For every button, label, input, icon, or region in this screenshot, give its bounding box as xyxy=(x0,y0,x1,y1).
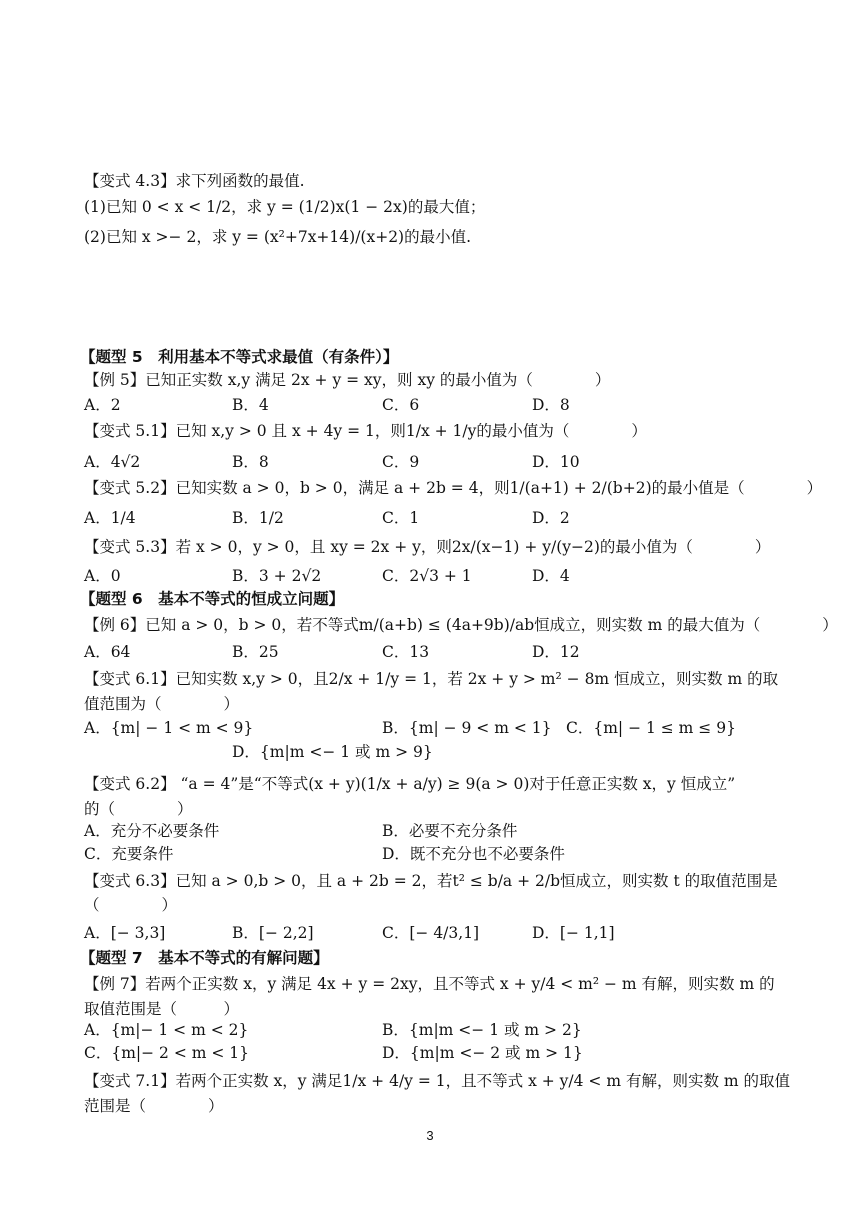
option-d: D．8 xyxy=(532,396,570,414)
option-b: B．{m| − 9 < m < 1} xyxy=(382,719,552,737)
option-d: D．12 xyxy=(532,643,580,661)
variant-5-2-options xyxy=(84,507,784,529)
option-a: A．1/4 xyxy=(84,509,136,527)
option-a: A．0 xyxy=(84,567,121,585)
option-c: C．{m| − 1 ≤ m ≤ 9} xyxy=(566,719,736,737)
variant-6-3-question-line-1: 【变式 6.3】已知 a > 0,b > 0，且 a + 2b = 2，若t² ≤ b/a + 2/b恒成立，则实数 t 的取值范围是 xyxy=(84,872,778,890)
variant-6-2-question-line-1: 【变式 6.2】 “a = 4”是“不等式(x + y)(1/x + a/y) ≥ 9(a > 0)对于任意正实数 x，y 恒成立” xyxy=(84,775,736,793)
variant-6-1-question-line-1: 【变式 6.1】已知实数 x,y > 0，且2/x + 1/y = 1，若 2x + y > m² − 8m 恒成立，则实数 m 的取 xyxy=(84,670,779,688)
variant-6-1-question-line-2: 值范围为（ ） xyxy=(84,695,240,713)
option-a: A．2 xyxy=(84,396,121,414)
option-b: B．1/2 xyxy=(232,509,284,527)
option-d: D．4 xyxy=(532,567,570,585)
option-c: C．1 xyxy=(382,509,420,527)
option-b: B．[− 2,2] xyxy=(232,924,314,942)
example-6-question: 【例 6】已知 a > 0，b > 0，若不等式m/(a+b) ≤ (4a+9b)/ab恒成立，则实数 m 的最大值为（ ） xyxy=(84,616,838,634)
example-6-options xyxy=(84,641,784,663)
page-number: 3 xyxy=(426,1128,434,1143)
option-a: A．4√2 xyxy=(84,453,141,471)
variant-5-3-options xyxy=(84,565,784,587)
option-c: C．充要条件 xyxy=(84,845,174,863)
variant-7-1-question-line-2: 范围是（ ） xyxy=(84,1097,224,1115)
variant-6-3-options xyxy=(84,922,784,944)
type-6-heading: 【题型 6 基本不等式的恒成立问题】 xyxy=(80,590,345,608)
variant-6-1-options-row-2 xyxy=(84,741,784,763)
option-d: D．{m|m <− 1 或 m > 9} xyxy=(232,743,433,761)
option-a: A．{m|− 1 < m < 2} xyxy=(84,1021,249,1039)
option-a: A．64 xyxy=(84,643,131,661)
option-d: D．2 xyxy=(532,509,570,527)
option-d: D．{m|m <− 2 或 m > 1} xyxy=(382,1044,583,1062)
example-5-options xyxy=(84,394,784,416)
option-b: B．25 xyxy=(232,643,279,661)
option-c: C．2√3 + 1 xyxy=(382,567,472,585)
variant-4-3-title: 【变式 4.3】求下列函数的最值. xyxy=(84,172,305,190)
type-5-heading: 【题型 5 利用基本不等式求最值（有条件）】 xyxy=(80,348,399,366)
option-b: B．必要不充分条件 xyxy=(382,822,518,840)
variant-5-1-question: 【变式 5.1】已知 x,y > 0 且 x + 4y = 1，则1/x + 1/y的最小值为（ ） xyxy=(84,422,647,440)
example-7-question-line-2: 取值范围是（ ） xyxy=(84,1000,240,1018)
option-b: B．4 xyxy=(232,396,269,414)
option-c: C．6 xyxy=(382,396,420,414)
example-7-options-row-1 xyxy=(84,1019,784,1041)
option-c: C．{m|− 2 < m < 1} xyxy=(84,1044,250,1062)
variant-6-2-question-line-2: 的（ ） xyxy=(84,800,193,818)
option-a: A．充分不必要条件 xyxy=(84,822,220,840)
example-5-question: 【例 5】已知正实数 x,y 满足 2x + y = xy，则 xy 的最小值为（ ） xyxy=(84,371,611,389)
variant-4-3-question-2: (2)已知 x >− 2，求 y = (x²+7x+14)/(x+2)的最小值. xyxy=(84,228,472,246)
option-a: A．[− 3,3] xyxy=(84,924,166,942)
variant-4-3-question-1: (1)已知 0 < x < 1/2，求 y = (1/2)x(1 − 2x)的最大值； xyxy=(84,198,486,216)
option-b: B．8 xyxy=(232,453,269,471)
variant-7-1-question-line-1: 【变式 7.1】若两个正实数 x，y 满足1/x + 4/y = 1，且不等式 x + y/4 < m 有解，则实数 m 的取值 xyxy=(84,1072,791,1090)
variant-6-2-options-row-2 xyxy=(84,843,784,865)
variant-5-1-options xyxy=(84,451,784,473)
variant-6-2-options-row-1 xyxy=(84,820,784,842)
variant-6-1-options xyxy=(84,717,784,739)
variant-5-2-question: 【变式 5.2】已知实数 a > 0，b > 0，满足 a + 2b = 4，则1/(a+1) + 2/(b+2)的最小值是（ ） xyxy=(84,479,823,497)
option-d: D．[− 1,1] xyxy=(532,924,615,942)
option-c: C．9 xyxy=(382,453,420,471)
option-a: A．{m| − 1 < m < 9} xyxy=(84,719,254,737)
option-b: B．{m|m <− 1 或 m > 2} xyxy=(382,1021,582,1039)
option-d: D．10 xyxy=(532,453,580,471)
variant-5-3-question: 【变式 5.3】若 x > 0，y > 0，且 xy = 2x + y，则2x/(x−1) + y/(y−2)的最小值为（ ） xyxy=(84,538,771,556)
option-d: D．既不充分也不必要条件 xyxy=(382,845,565,863)
example-7-options-row-2 xyxy=(84,1042,784,1064)
option-c: C．[− 4/3,1] xyxy=(382,924,480,942)
option-c: C．13 xyxy=(382,643,430,661)
variant-6-3-question-line-2: （ ） xyxy=(84,896,178,914)
example-7-question-line-1: 【例 7】若两个正实数 x，y 满足 4x + y = 2xy，且不等式 x + y/4 < m² − m 有解，则实数 m 的 xyxy=(84,975,775,993)
type-7-heading: 【题型 7 基本不等式的有解问题】 xyxy=(80,949,329,967)
option-b: B．3 + 2√2 xyxy=(232,567,322,585)
